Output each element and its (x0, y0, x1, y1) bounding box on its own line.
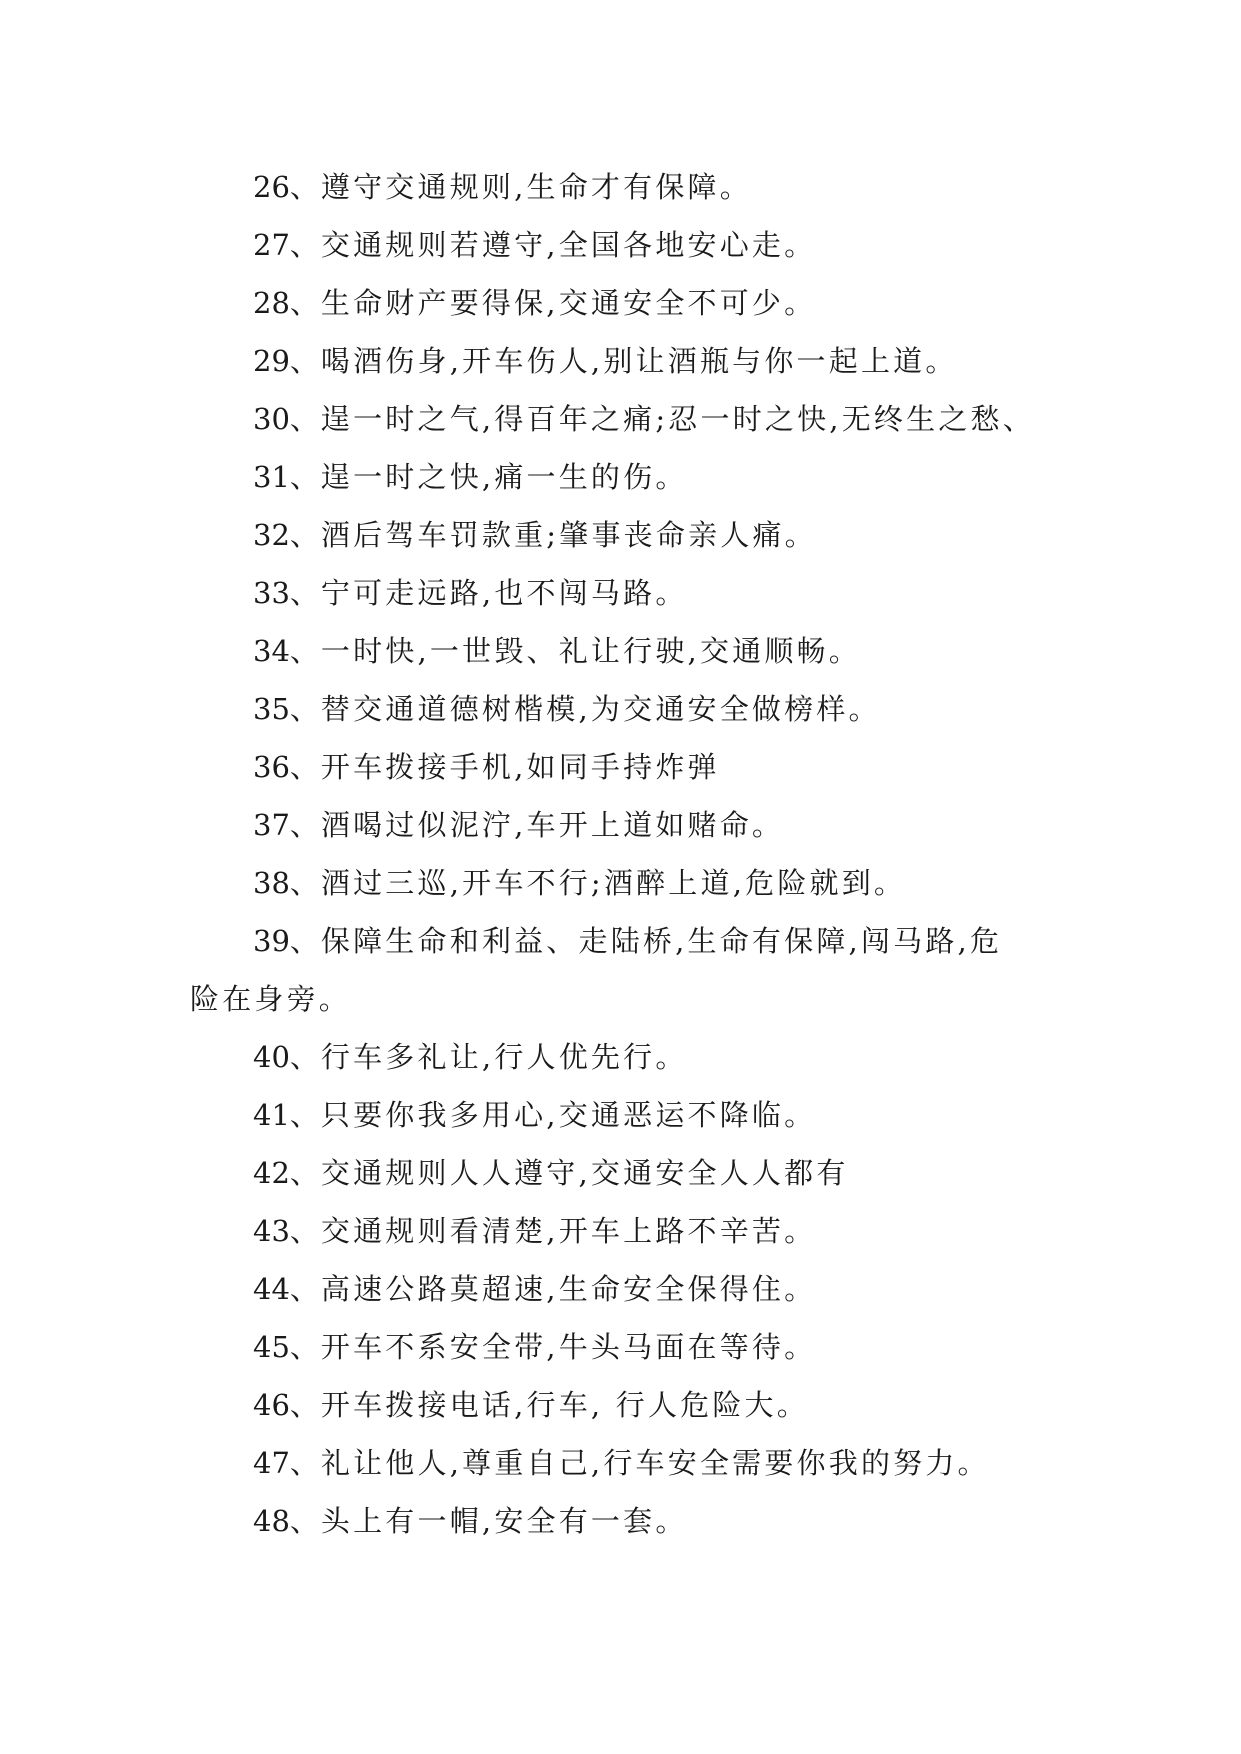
item-number: 27、 (253, 228, 319, 262)
list-item (190, 1434, 1060, 1492)
list-item (190, 448, 1060, 506)
list-item (190, 622, 1060, 680)
item-number: 26、 (253, 170, 319, 204)
item-text: 行车多礼让,行人优先行。 (320, 1040, 688, 1074)
list-item (190, 912, 1060, 970)
list-item (190, 1144, 1060, 1202)
item-text: 只要你我多用心,交通恶运不降临。 (320, 1098, 817, 1132)
list-item (190, 158, 1060, 216)
item-text: 遵守交通规则,生命才有保障。 (320, 170, 752, 204)
item-text: 酒后驾车罚款重;肇事丧命亲人痛。 (320, 518, 817, 552)
item-text: 交通规则若遵守,全国各地安心走。 (320, 228, 817, 262)
item-number: 46、 (253, 1388, 319, 1422)
item-text: 酒喝过似泥泞,车开上道如赌命。 (320, 808, 785, 842)
item-text: 逞一时之快,痛一生的伤。 (320, 460, 688, 494)
item-text: 高速公路莫超速,生命安全保得住。 (320, 1272, 817, 1306)
item-text: 交通规则看清楚,开车上路不辛苦。 (320, 1214, 817, 1248)
item-text: 逞一时之气,得百年之痛;忍一时之快,无终生之愁、 (320, 402, 1035, 436)
item-number: 48、 (253, 1504, 319, 1538)
item-number: 36、 (253, 750, 319, 784)
list-item (190, 1376, 1060, 1434)
item-number: 47、 (253, 1446, 319, 1480)
item-number: 45、 (253, 1330, 319, 1364)
list-item (190, 332, 1060, 390)
item-text: 头上有一帽,安全有一套。 (320, 1504, 688, 1538)
list-item (190, 1492, 1060, 1550)
item-text: 交通规则人人遵守,交通安全人人都有 (320, 1156, 849, 1190)
item-text: 酒过三巡,开车不行;酒醉上道,危险就到。 (320, 866, 907, 900)
list-item (190, 506, 1060, 564)
item-number: 37、 (253, 808, 319, 842)
slogan-list (190, 158, 1060, 1550)
item-number: 29、 (253, 344, 319, 378)
item-number: 38、 (253, 866, 319, 900)
item-text-continuation: 险在身旁。 (190, 982, 352, 1016)
item-number: 39、 (253, 924, 319, 958)
item-number: 32、 (253, 518, 319, 552)
list-item (190, 216, 1060, 274)
list-item (190, 1318, 1060, 1376)
list-item-continuation (190, 970, 1060, 1028)
list-item (190, 274, 1060, 332)
list-item (190, 1086, 1060, 1144)
item-text: 礼让他人,尊重自己,行车安全需要你我的努力。 (320, 1446, 990, 1480)
item-text: 开车拨接电话,行车, 行人危险大。 (320, 1388, 809, 1422)
list-item (190, 1202, 1060, 1260)
list-item (190, 680, 1060, 738)
item-text: 喝酒伤身,开车伤人,别让酒瓶与你一起上道。 (320, 344, 958, 378)
item-text: 宁可走远路,也不闯马路。 (320, 576, 688, 610)
list-item (190, 738, 1060, 796)
item-number: 42、 (253, 1156, 319, 1190)
list-item (190, 390, 1060, 448)
item-number: 44、 (253, 1272, 319, 1306)
item-text: 开车不系安全带,牛头马面在等待。 (320, 1330, 817, 1364)
item-text: 一时快,一世毁、礼让行驶,交通顺畅。 (320, 634, 861, 668)
item-number: 34、 (253, 634, 319, 668)
item-number: 31、 (253, 460, 319, 494)
list-item (190, 854, 1060, 912)
item-number: 43、 (253, 1214, 319, 1248)
item-number: 41、 (253, 1098, 319, 1132)
item-number: 35、 (253, 692, 319, 726)
item-number: 40、 (253, 1040, 319, 1074)
item-text: 开车拨接手机,如同手持炸弹 (320, 750, 720, 784)
item-text: 替交通道德树楷模,为交通安全做榜样。 (320, 692, 881, 726)
item-text: 生命财产要得保,交通安全不可少。 (320, 286, 817, 320)
list-item (190, 1260, 1060, 1318)
list-item (190, 564, 1060, 622)
list-item (190, 796, 1060, 854)
item-number: 30、 (253, 402, 319, 436)
item-text: 保障生命和利益、走陆桥,生命有保障,闯马路,危 (320, 924, 1003, 958)
item-number: 28、 (253, 286, 319, 320)
list-item (190, 1028, 1060, 1086)
item-number: 33、 (253, 576, 319, 610)
